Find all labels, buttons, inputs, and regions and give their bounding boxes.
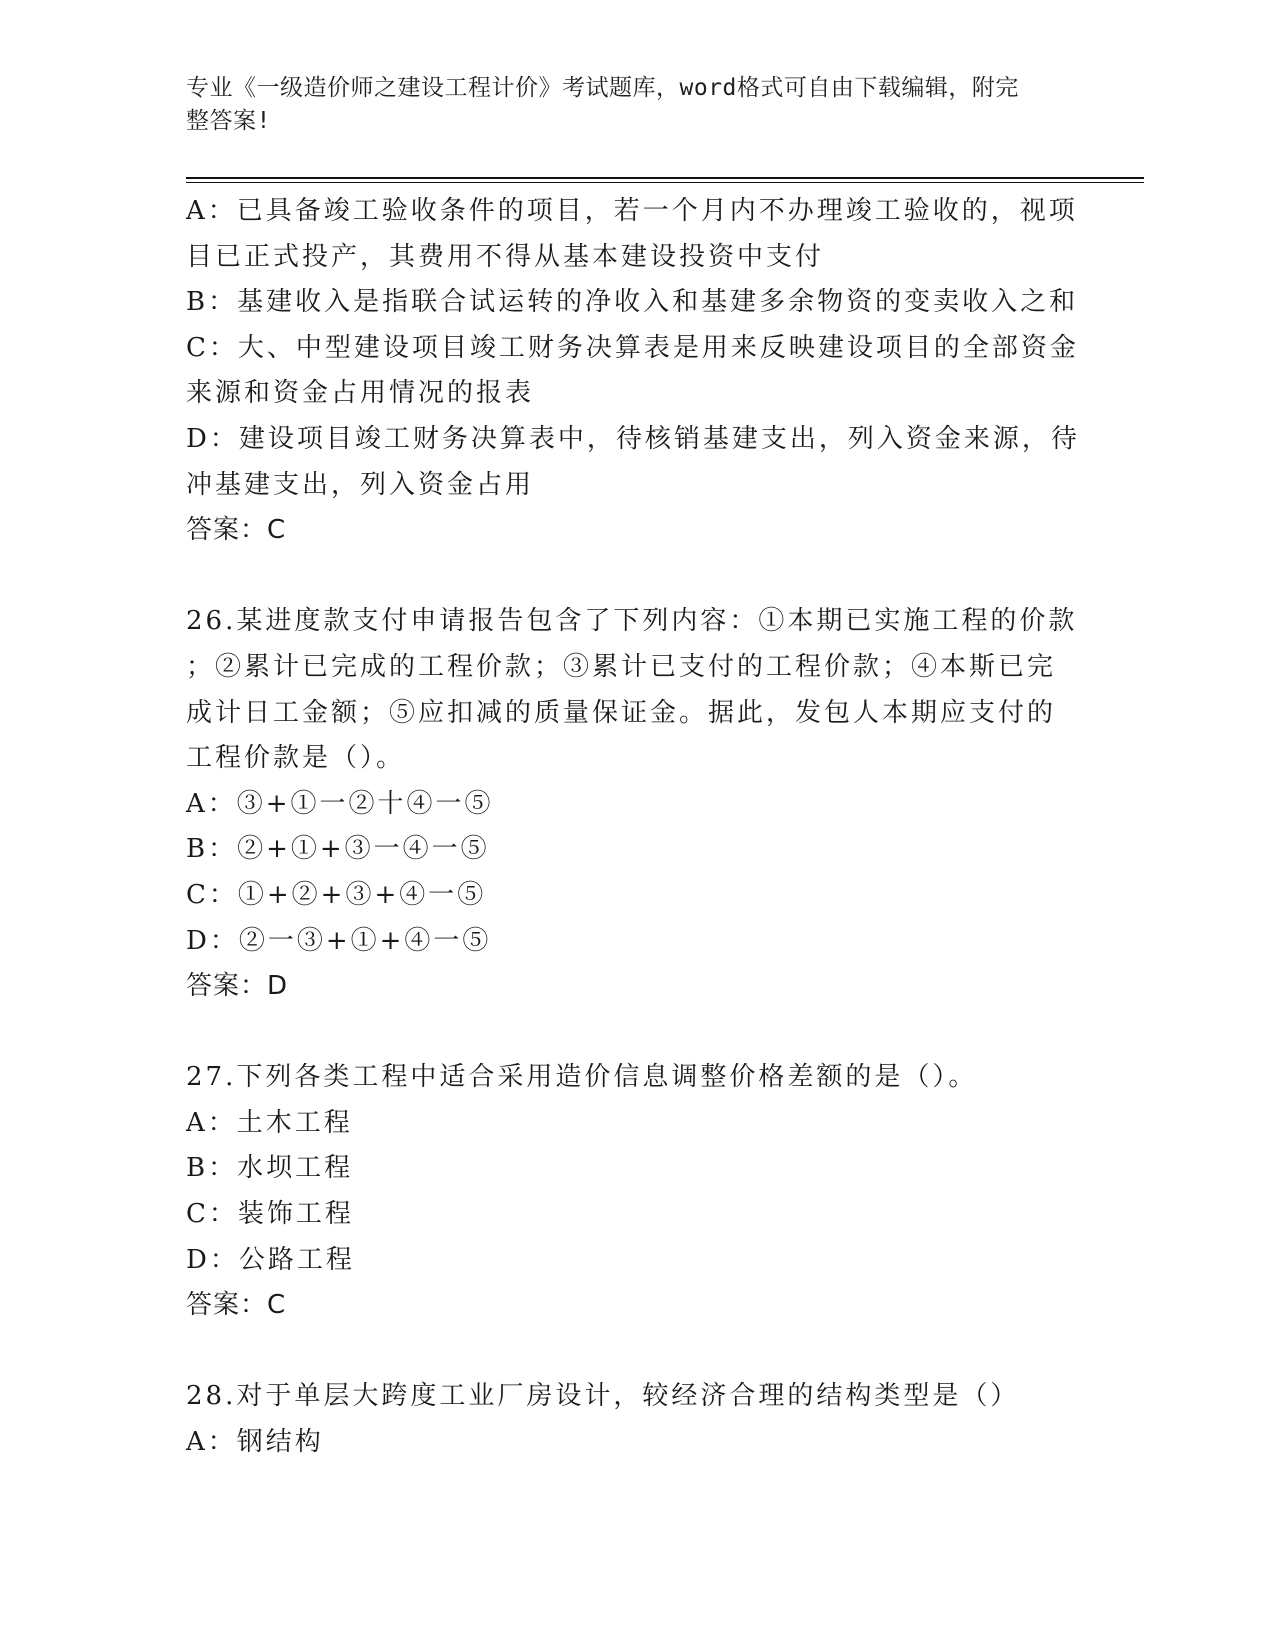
- question-body: [186, 189, 1086, 1466]
- question-27-option-d: D：公路工程: [186, 1244, 355, 1275]
- question-27-option-a: A：土木工程: [186, 1107, 353, 1138]
- question-27-option-b: B：水坝工程: [186, 1153, 354, 1184]
- question-26-stem-line-3: 成计日工金额；⑤应扣减的质量保证金。据此，发包人本期应支付的: [186, 697, 1057, 728]
- option-c-line-2: 来源和资金占用情况的报表: [186, 378, 535, 409]
- option-b: B：基建收入是指联合试运转的净收入和基建多余物资的变卖收入之和: [186, 287, 1079, 318]
- question-28: [186, 1374, 1086, 1465]
- question-26-option-b: B：②+①+③一④一⑤: [186, 834, 490, 865]
- option-d-line-1: D：建设项目竣工财务决算表中，待核销基建支出，列入资金来源，待: [186, 423, 1080, 454]
- question-25-options: [186, 189, 1086, 554]
- spacer: [186, 1010, 1086, 1056]
- answer-27: 答案：C: [186, 1290, 287, 1321]
- question-26-option-a: A：③+①一②十④一⑤: [186, 788, 494, 819]
- header-rule-thick: [186, 177, 1144, 179]
- header-line-1: 专业《一级造价师之建设工程计价》考试题库，word格式可自由下载编辑，附完: [186, 75, 1019, 101]
- spacer: [186, 554, 1086, 600]
- option-c-line-1: C：大、中型建设项目竣工财务决算表是用来反映建设项目的全部资金: [186, 332, 1079, 363]
- question-26-stem-line-4: 工程价款是（）。: [186, 743, 406, 774]
- question-26-stem-line-2: ；②累计已完成的工程价款；③累计已支付的工程价款；④本斯已完: [186, 651, 1057, 682]
- question-26-stem-line-1: 26.某进度款支付申请报告包含了下列内容：①本期已实施工程的价款: [186, 606, 1078, 637]
- document-header: [186, 72, 1066, 138]
- question-27: [186, 1055, 1086, 1329]
- question-27-option-c: C：装饰工程: [186, 1199, 354, 1230]
- option-a-line-2: 目已正式投产，其费用不得从基本建设投资中支付: [186, 241, 825, 272]
- spacer: [186, 1329, 1086, 1375]
- question-28-stem: 28.对于单层大跨度工业厂房设计，较经济合理的结构类型是（）: [186, 1381, 1020, 1412]
- header-rule-thin: [186, 182, 1144, 183]
- question-26: [186, 599, 1086, 1009]
- answer-26: 答案：D: [186, 971, 289, 1002]
- question-28-option-a: A：钢结构: [186, 1427, 324, 1458]
- option-d-line-2: 冲基建支出，列入资金占用: [186, 469, 535, 500]
- option-a-line-1: A：已具备竣工验收条件的项目，若一个月内不办理竣工验收的，视项: [186, 196, 1078, 226]
- question-26-option-d: D：②一③+①+④一⑤: [186, 925, 492, 956]
- answer-25: 答案：C: [186, 515, 287, 546]
- question-27-stem: 27.下列各类工程中适合采用造价信息调整价格差额的是（）。: [186, 1062, 978, 1093]
- question-26-option-c: C：①+②+③+④一⑤: [186, 879, 487, 910]
- header-line-2: 整答案!: [186, 108, 271, 134]
